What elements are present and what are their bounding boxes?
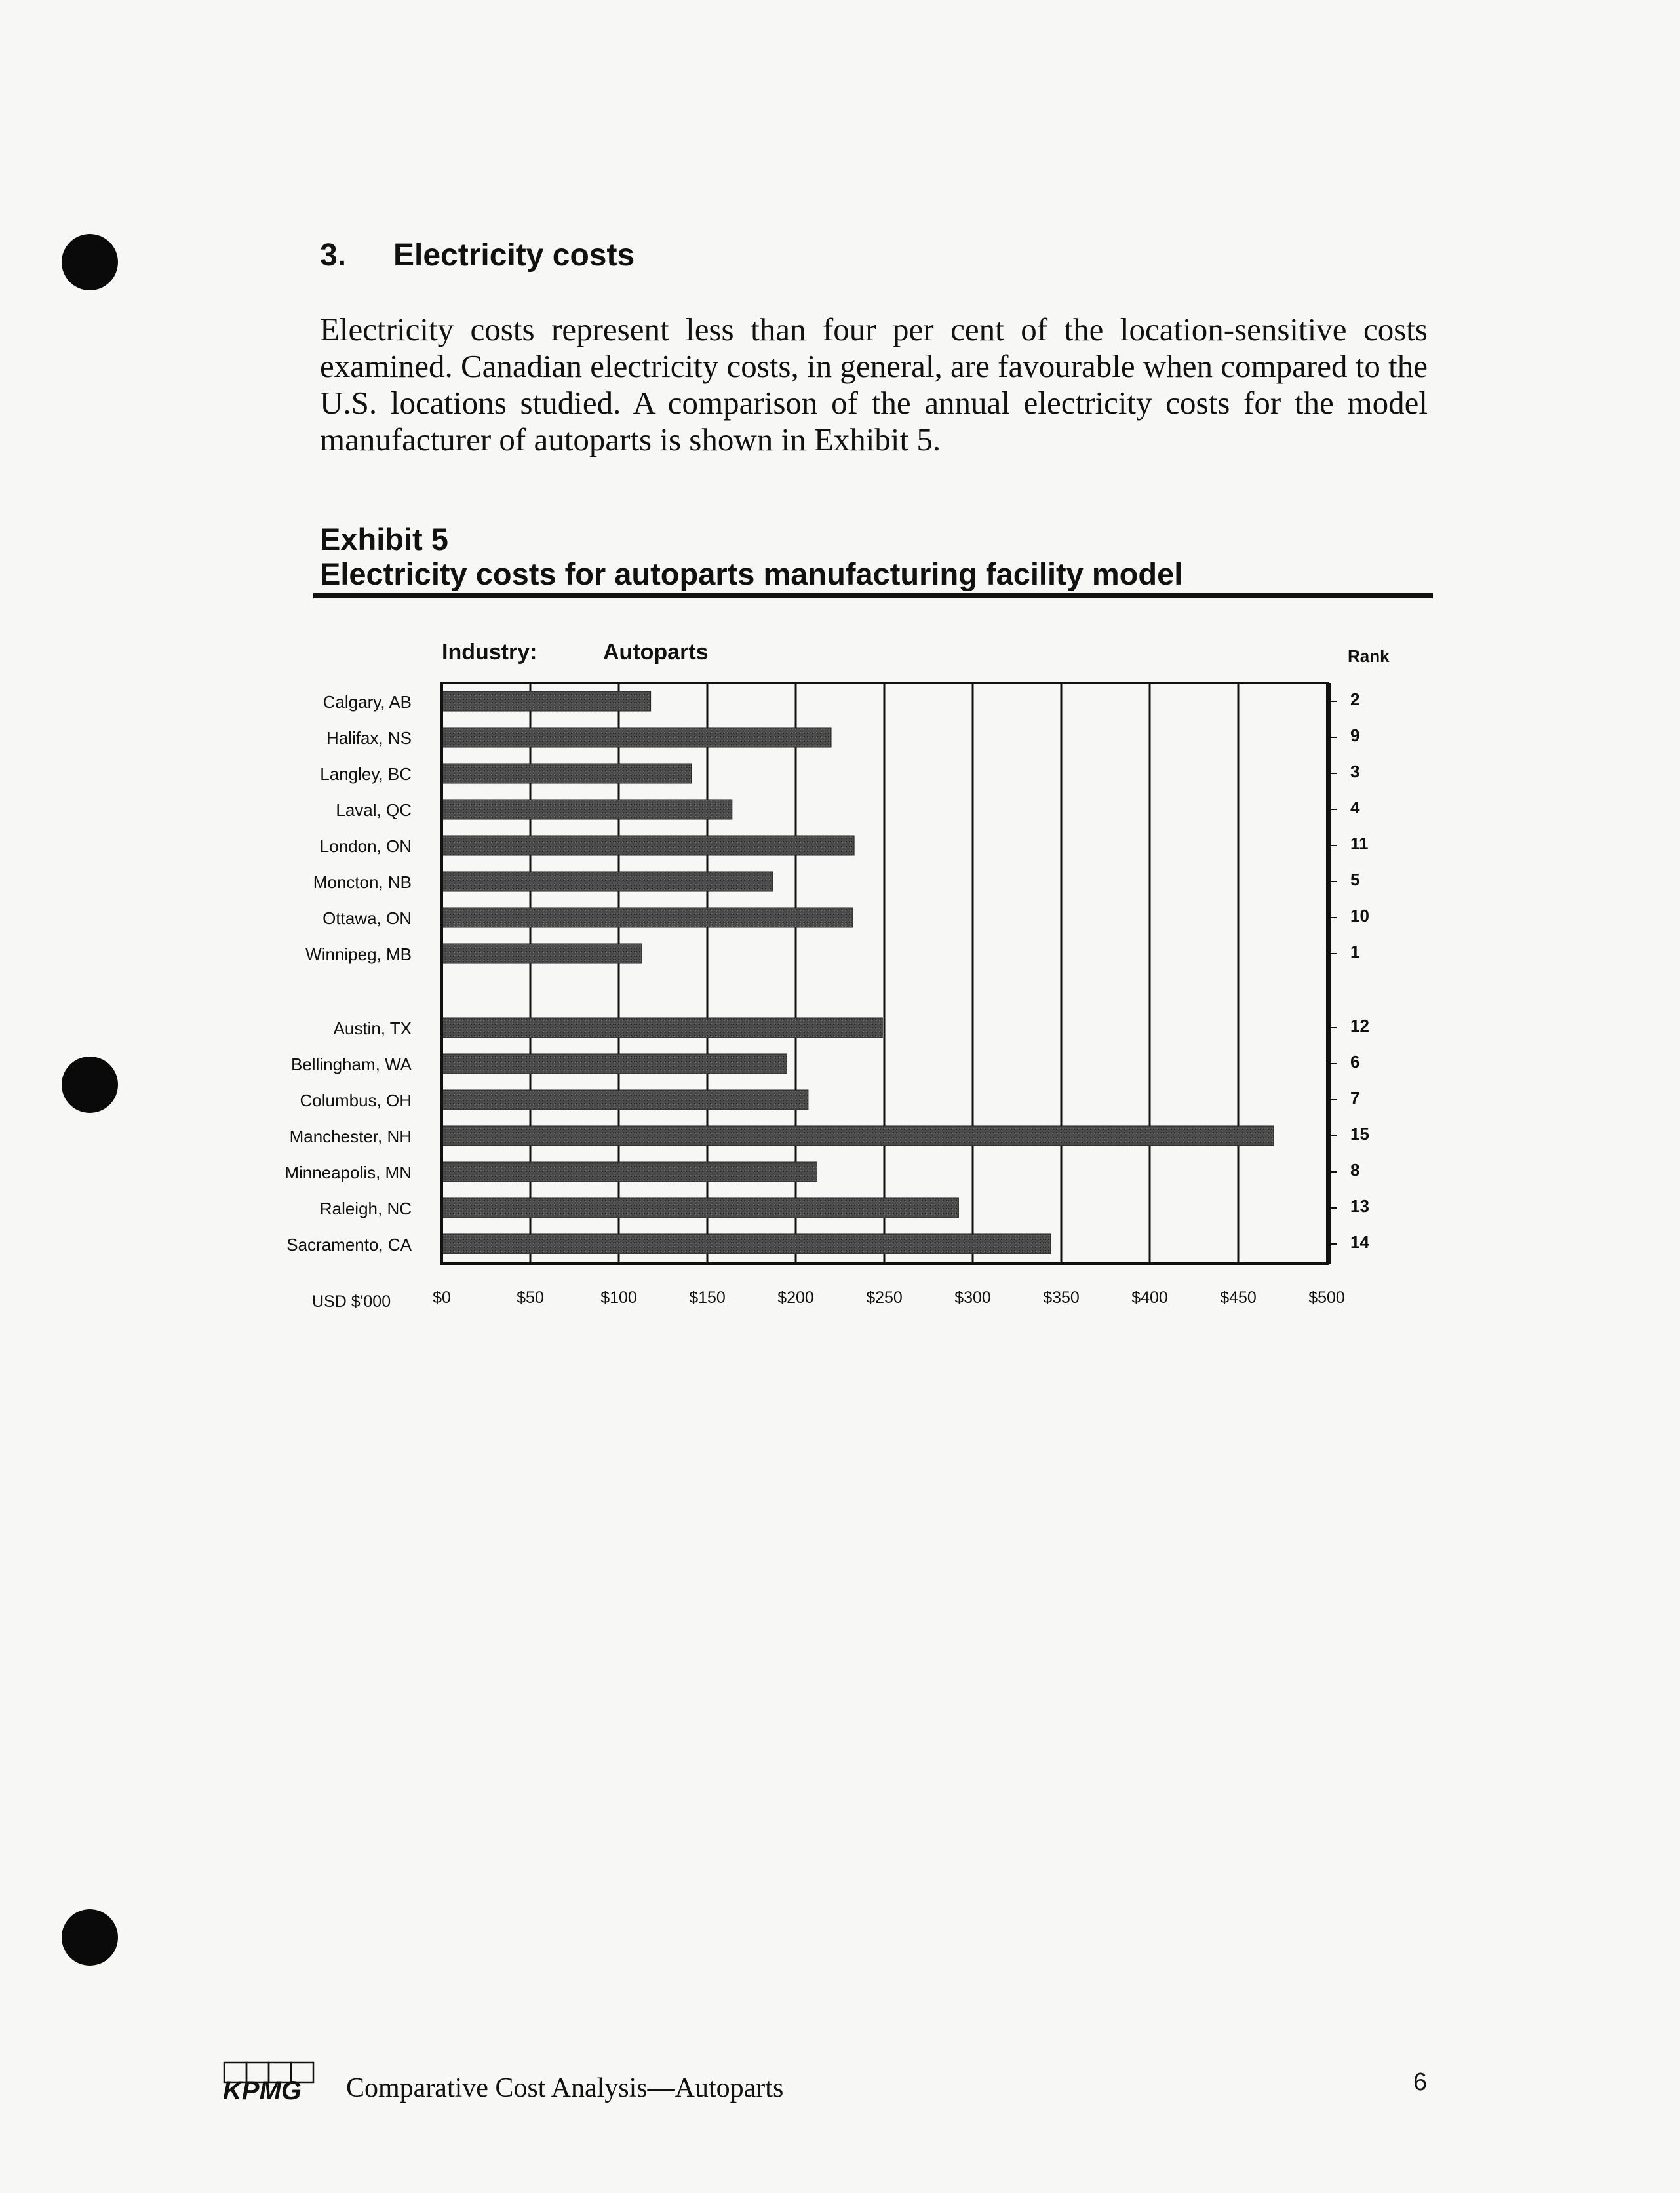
bar <box>442 691 651 711</box>
unit-label: USD $'000 <box>312 1292 391 1311</box>
category-label: Ottawa, ON <box>322 908 412 928</box>
footer-title: Comparative Cost Analysis—Autoparts <box>346 2073 784 2103</box>
rank-label: 15 <box>1350 1124 1369 1144</box>
bar <box>442 836 854 855</box>
x-tick-label: $450 <box>1220 1289 1257 1307</box>
rank-label: 14 <box>1350 1232 1369 1252</box>
category-label: Calgary, AB <box>322 692 412 712</box>
rank-label: 7 <box>1350 1088 1360 1108</box>
bar <box>442 1090 808 1110</box>
bar <box>442 908 852 927</box>
rank-label: 1 <box>1350 942 1360 961</box>
bar <box>442 944 642 963</box>
category-label: Winnipeg, MB <box>305 944 412 964</box>
x-tick-label: $100 <box>600 1289 637 1307</box>
category-label: Manchester, NH <box>289 1127 412 1146</box>
section-number: 3. <box>320 238 347 273</box>
category-label: Halifax, NS <box>326 728 412 748</box>
x-tick-label: $350 <box>1043 1289 1080 1307</box>
category-label: Austin, TX <box>333 1019 412 1038</box>
rank-label: 13 <box>1350 1196 1369 1216</box>
section-title: Electricity costs <box>393 238 635 273</box>
rank-label: 5 <box>1350 870 1360 889</box>
intro-paragraph: Electricity costs represent less than four per cent of the location-sensitive costs examined. Canadian electricity costs, in general, are favourable when compared to the U.S. locations studied. A comparison of the annual electricity costs for the model manufacturer of autoparts is shown in Exhibit 5. <box>320 311 1428 457</box>
kpmg-logo <box>222 2061 319 2102</box>
bar <box>442 1018 882 1038</box>
x-tick-label: $0 <box>433 1289 451 1307</box>
category-label: Laval, QC <box>336 800 412 820</box>
bar <box>442 1162 817 1182</box>
industry-label: Industry: <box>442 640 537 665</box>
rank-label: 4 <box>1350 798 1360 817</box>
category-label: Bellingham, WA <box>291 1055 412 1074</box>
bar <box>442 1198 958 1218</box>
category-label: Raleigh, NC <box>319 1199 412 1218</box>
x-tick-label: $250 <box>866 1289 903 1307</box>
rank-label: 9 <box>1350 726 1360 745</box>
bar <box>442 728 831 747</box>
bar <box>442 764 692 783</box>
rank-label: 10 <box>1350 906 1369 925</box>
kpmg-logo-text: KPMG <box>223 2076 302 2102</box>
x-tick-label: $50 <box>517 1289 544 1307</box>
bar <box>442 1054 787 1074</box>
category-label: Moncton, NB <box>313 872 412 892</box>
bar <box>442 1126 1274 1146</box>
category-label: Langley, BC <box>320 764 412 784</box>
bar <box>442 1234 1051 1254</box>
page-number: 6 <box>1413 2068 1428 2096</box>
exhibit-label: Exhibit 5 <box>320 522 448 556</box>
rank-header: Rank <box>1348 646 1390 666</box>
rank-label: 3 <box>1350 762 1360 781</box>
bar <box>442 872 773 891</box>
x-tick-label: $300 <box>954 1289 991 1307</box>
x-tick-label: $400 <box>1131 1289 1168 1307</box>
bar <box>442 800 732 819</box>
exhibit-title: Electricity costs for autoparts manufacturing facility model <box>320 556 1183 591</box>
x-tick-label: $150 <box>689 1289 726 1307</box>
category-label: London, ON <box>319 836 412 856</box>
rank-label: 11 <box>1350 834 1369 853</box>
industry-value: Autoparts <box>603 640 709 665</box>
x-tick-label: $500 <box>1308 1289 1345 1307</box>
rank-label: 12 <box>1350 1016 1369 1036</box>
category-label: Minneapolis, MN <box>284 1163 412 1182</box>
rank-label: 6 <box>1350 1052 1360 1072</box>
category-label: Sacramento, CA <box>286 1235 412 1254</box>
rank-label: 8 <box>1350 1160 1360 1180</box>
x-tick-label: $200 <box>777 1289 814 1307</box>
rank-label: 2 <box>1350 689 1360 709</box>
category-label: Columbus, OH <box>300 1091 412 1110</box>
